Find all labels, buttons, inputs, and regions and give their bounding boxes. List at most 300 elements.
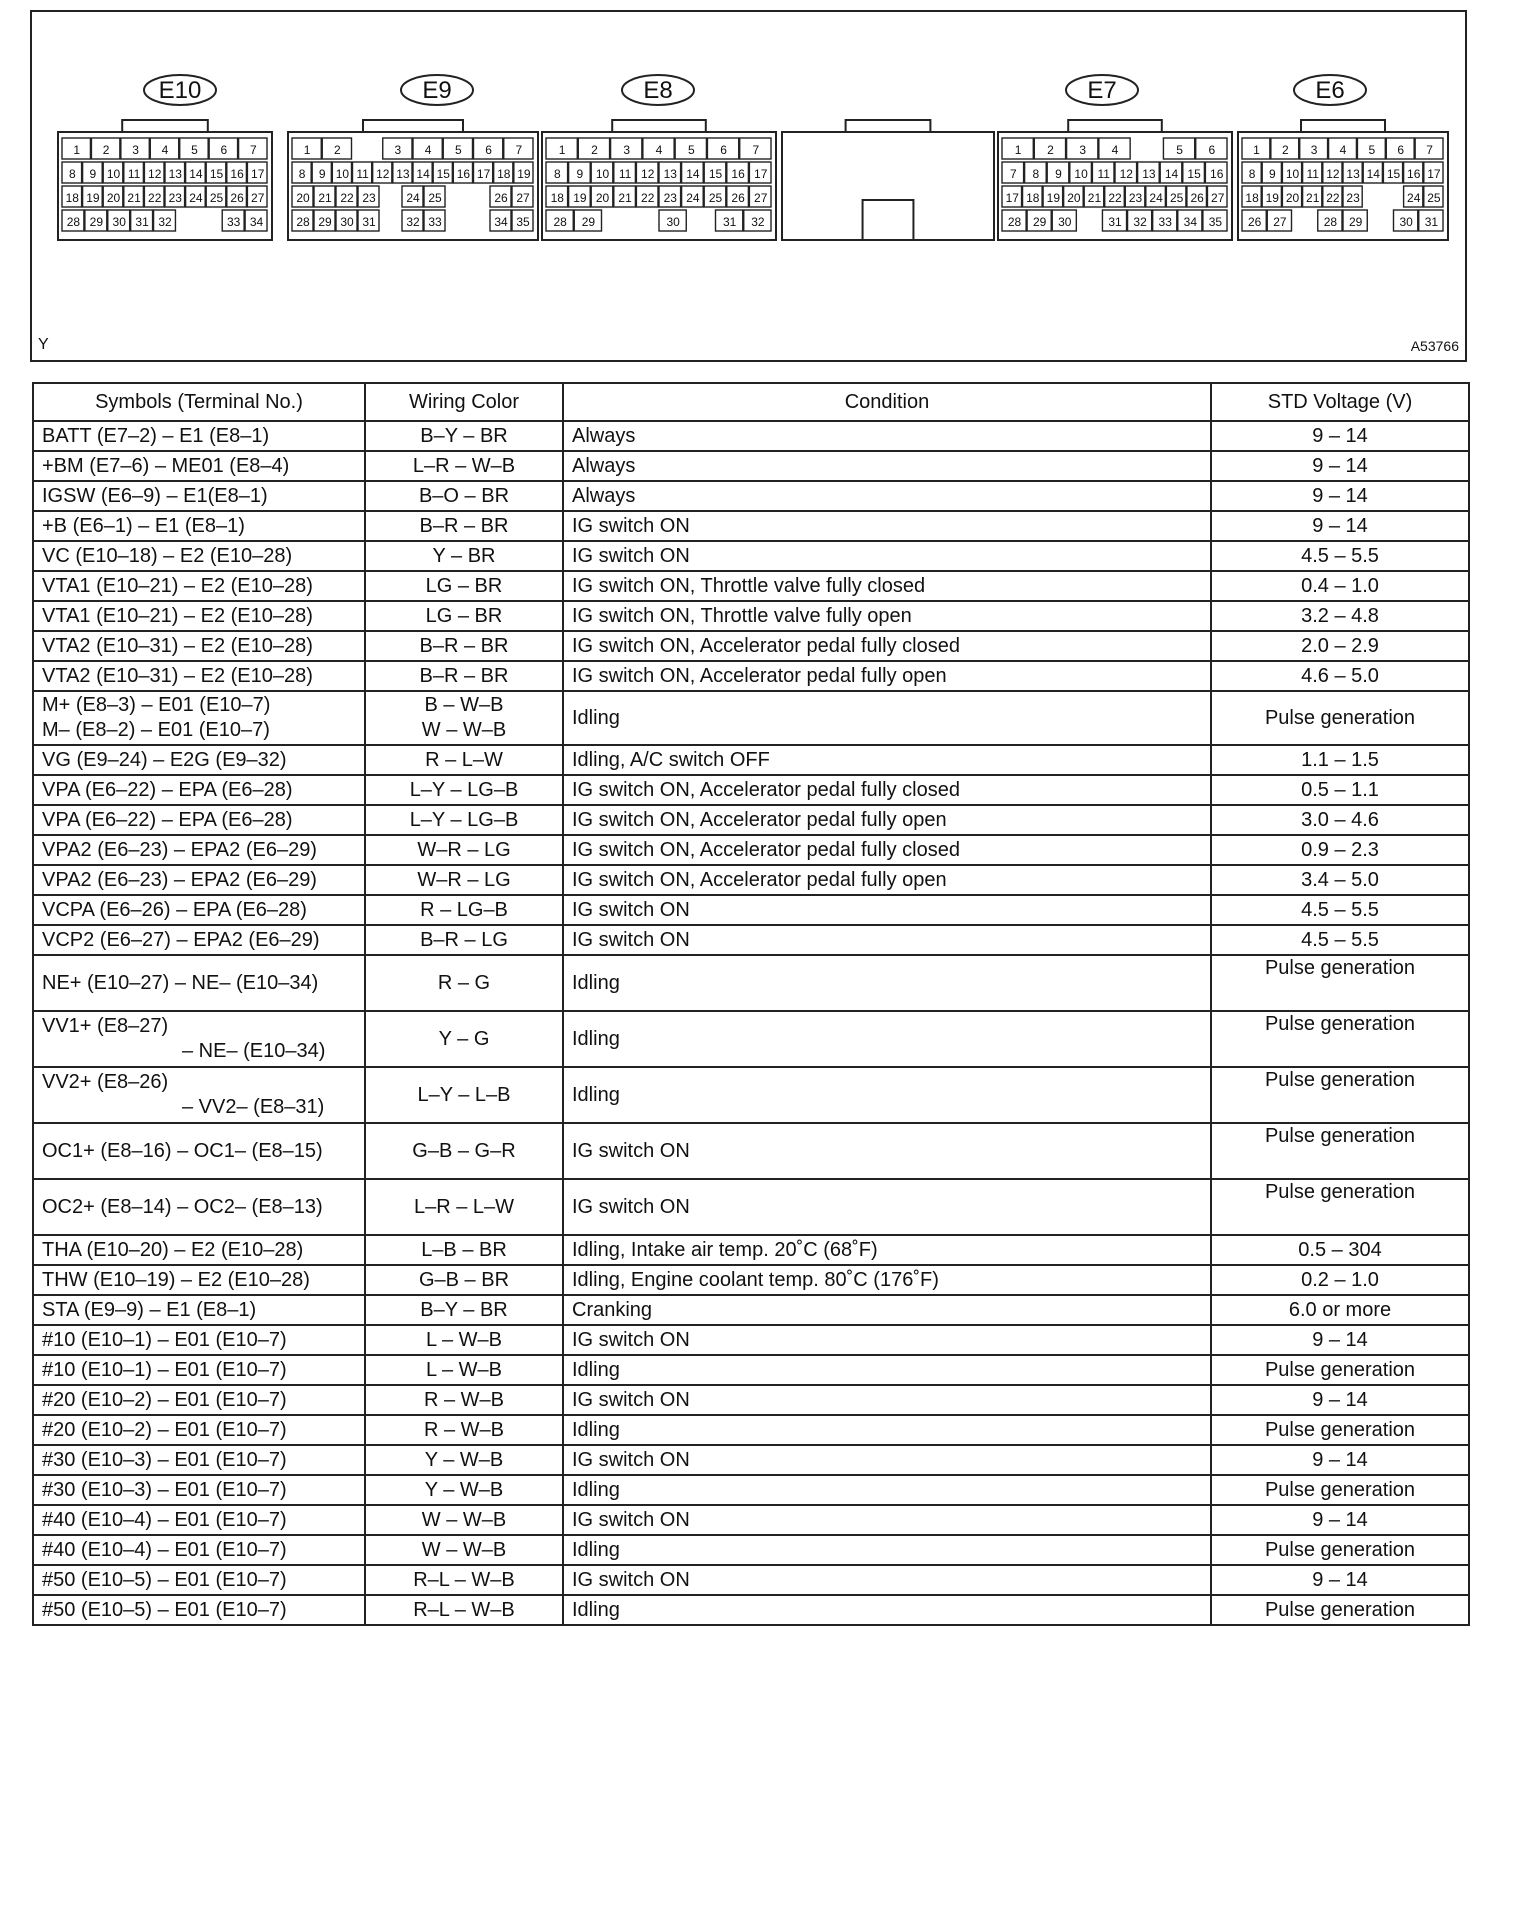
- cell-symbol: [33, 805, 365, 835]
- cell-wiring-color: [365, 955, 563, 1011]
- symbol-text: M– (E8–2) – E01 (E10–7): [42, 719, 270, 741]
- terminal-number: 35: [516, 215, 530, 229]
- table-row: [33, 1123, 1469, 1179]
- cell-wiring-color: [365, 775, 563, 805]
- terminal-number: 23: [663, 191, 677, 205]
- symbol-text: – VV2– (E8–31): [182, 1096, 325, 1118]
- cell-symbol: [33, 541, 365, 571]
- terminal-number: 29: [1348, 215, 1363, 229]
- cell-symbol: [33, 1475, 365, 1505]
- terminal-number: 9: [89, 167, 97, 181]
- cell-std-voltage: 9 – 14: [1211, 1325, 1469, 1355]
- cell-condition: Always: [563, 421, 1211, 451]
- symbol-text: VV2+ (E8–26): [42, 1071, 169, 1093]
- symbol-text: VPA (E6–22) – EPA (E6–28): [42, 808, 293, 831]
- terminal-number: 12: [148, 167, 162, 181]
- symbol-text: #10 (E10–1) – E01 (E10–7): [42, 1358, 287, 1381]
- wiring-color-text: L–R – L–W: [413, 1195, 515, 1218]
- terminal-number: 26: [1190, 191, 1204, 205]
- terminal-number: 6: [485, 143, 492, 157]
- connector-label: E9: [422, 77, 452, 104]
- cell-condition: IG switch ON: [563, 925, 1211, 955]
- terminal-number: 7: [752, 143, 760, 157]
- cell-condition: Idling, A/C switch OFF: [563, 745, 1211, 775]
- symbol-text: #20 (E10–2) – E01 (E10–7): [42, 1418, 287, 1441]
- connector-latch: [612, 120, 706, 132]
- connector-notch: [863, 200, 914, 240]
- terminal-number: 7: [1009, 167, 1017, 181]
- terminal-number: 22: [641, 191, 655, 205]
- cell-wiring-color: [365, 1415, 563, 1445]
- terminal-number: 13: [1346, 167, 1360, 181]
- cell-std-voltage: 4.5 – 5.5: [1211, 541, 1469, 571]
- wiring-color-text: B–R – BR: [419, 634, 509, 657]
- terminal-number: 16: [456, 167, 471, 181]
- terminal-number: 5: [1176, 143, 1183, 157]
- cell-wiring-color: [365, 1265, 563, 1295]
- cell-condition: IG switch ON, Throttle valve fully closed: [563, 571, 1211, 601]
- terminal-number: 16: [230, 167, 244, 181]
- wiring-color-text: Y – G: [438, 1027, 490, 1050]
- wiring-color-text: R – LG–B: [420, 898, 508, 921]
- table-row: [33, 1385, 1469, 1415]
- cell-condition: Idling: [563, 1535, 1211, 1565]
- terminal-number: 4: [161, 143, 169, 157]
- terminal-number: 4: [655, 143, 663, 157]
- table-row: [33, 601, 1469, 631]
- cell-std-voltage: 9 – 14: [1211, 1505, 1469, 1535]
- wiring-color-text: G–B – G–R: [412, 1139, 516, 1162]
- cell-std-voltage: 3.0 – 4.6: [1211, 805, 1469, 835]
- cell-condition: IG switch ON: [563, 1385, 1211, 1415]
- symbol-text: – NE– (E10–34): [182, 1040, 326, 1062]
- cell-symbol: [33, 1535, 365, 1565]
- cell-std-voltage: 9 – 14: [1211, 1385, 1469, 1415]
- terminal-number: 25: [428, 191, 442, 205]
- wiring-color-text: L–B – BR: [421, 1238, 507, 1261]
- terminal-number: 18: [550, 191, 564, 205]
- terminal-number: 27: [251, 191, 265, 205]
- terminal-number: 35: [1208, 215, 1223, 229]
- terminal-number: 24: [406, 191, 420, 205]
- cell-wiring-color: [365, 661, 563, 691]
- terminal-number: 10: [1285, 167, 1300, 181]
- symbol-text: #10 (E10–1) – E01 (E10–7): [42, 1328, 287, 1351]
- cell-symbol: [33, 1595, 365, 1625]
- terminal-number: 30: [1399, 215, 1413, 229]
- cell-symbol: [33, 1445, 365, 1475]
- table-row: [33, 541, 1469, 571]
- terminal-number: 13: [396, 167, 410, 181]
- terminal-number: 28: [1323, 215, 1338, 229]
- terminal-number: 17: [1005, 191, 1019, 205]
- symbol-text: OC1+ (E8–16) – OC1– (E8–15): [42, 1139, 323, 1162]
- wiring-color-text: Y – W–B: [424, 1448, 504, 1471]
- terminal-number: 31: [362, 215, 376, 229]
- terminal-number: 18: [1245, 191, 1259, 205]
- terminal-number: 14: [1366, 167, 1380, 181]
- symbol-text: VTA1 (E10–21) – E2 (E10–28): [42, 604, 313, 627]
- symbol-text: +BM (E7–6) – ME01 (E8–4): [42, 454, 290, 477]
- cell-condition: IG switch ON, Accelerator pedal fully open: [563, 805, 1211, 835]
- terminal-number: 21: [618, 191, 632, 205]
- terminal-number: 10: [106, 167, 121, 181]
- terminal-number: 8: [1248, 167, 1256, 181]
- terminal-number: 26: [494, 191, 508, 205]
- terminal-number: 27: [516, 191, 530, 205]
- table-row: [33, 835, 1469, 865]
- terminal-number: 30: [666, 215, 680, 229]
- symbol-text: #30 (E10–3) – E01 (E10–7): [42, 1448, 287, 1471]
- table-row: [33, 745, 1469, 775]
- cell-std-voltage: 9 – 14: [1211, 451, 1469, 481]
- cell-symbol: [33, 601, 365, 631]
- wiring-color-text: LG – BR: [425, 574, 503, 597]
- terminal-number: 28: [1007, 215, 1022, 229]
- cell-condition: Idling: [563, 1355, 1211, 1385]
- cell-condition: IG switch ON: [563, 1505, 1211, 1535]
- cell-std-voltage: 3.4 – 5.0: [1211, 865, 1469, 895]
- cell-condition: IG switch ON: [563, 511, 1211, 541]
- connector-latch: [122, 120, 208, 132]
- wiring-color-text: R – G: [437, 971, 491, 994]
- wiring-color-text: G–B – BR: [418, 1268, 510, 1291]
- symbol-text: VCP2 (E6–27) – EPA2 (E6–29): [42, 928, 320, 951]
- symbol-text: NE+ (E10–27) – NE– (E10–34): [42, 971, 319, 994]
- cell-symbol: [33, 1235, 365, 1265]
- cell-std-voltage: 9 – 14: [1211, 1565, 1469, 1595]
- symbol-text: VC (E10–18) – E2 (E10–28): [42, 544, 293, 567]
- wiring-color-text: W–R – LG: [417, 868, 511, 891]
- terminal-number: 13: [663, 167, 677, 181]
- terminal-number: 26: [230, 191, 244, 205]
- cell-symbol: [33, 1355, 365, 1385]
- cell-symbol: [33, 1265, 365, 1295]
- cell-wiring-color: [365, 745, 563, 775]
- terminal-number: 15: [708, 167, 723, 181]
- cell-symbol: [33, 1011, 365, 1067]
- cell-wiring-color: [365, 1565, 563, 1595]
- terminal-number: 31: [1108, 215, 1122, 229]
- symbol-text: STA (E9–9) – E1 (E8–1): [42, 1298, 257, 1321]
- table-body: [33, 421, 1469, 1625]
- terminal-number: 2: [591, 143, 598, 157]
- terminal-number: 27: [754, 191, 768, 205]
- cell-symbol: [33, 1295, 365, 1325]
- terminal-number: 2: [1047, 143, 1054, 157]
- wiring-color-text: L–Y – LG–B: [409, 778, 519, 801]
- terminal-number: 17: [754, 167, 768, 181]
- terminal-voltage-table: [32, 382, 1470, 1626]
- terminal-number: 23: [1346, 191, 1360, 205]
- symbol-text: BATT (E7–2) – E1 (E8–1): [42, 424, 270, 447]
- cell-condition: IG switch ON: [563, 895, 1211, 925]
- terminal-number: 30: [112, 215, 126, 229]
- cell-condition: Cranking: [563, 1295, 1211, 1325]
- terminal-number: 7: [249, 143, 257, 157]
- symbol-text: #50 (E10–5) – E01 (E10–7): [42, 1598, 287, 1621]
- terminal-number: 31: [722, 215, 737, 229]
- cell-condition: Always: [563, 451, 1211, 481]
- cell-std-voltage: 9 – 14: [1211, 1445, 1469, 1475]
- cell-wiring-color: [365, 1325, 563, 1355]
- terminal-number: 2: [334, 143, 341, 157]
- terminal-number: 16: [731, 167, 745, 181]
- corner-label: Y: [38, 336, 49, 353]
- header-symbols: Symbols (Terminal No.): [33, 383, 365, 421]
- terminal-number: 23: [1128, 191, 1143, 205]
- cell-wiring-color: [365, 1535, 563, 1565]
- wiring-color-text: L – W–B: [426, 1358, 502, 1381]
- terminal-number: 24: [189, 191, 203, 205]
- terminal-number: 27: [1211, 191, 1225, 205]
- terminal-number: 8: [68, 167, 76, 181]
- cell-symbol: [33, 745, 365, 775]
- table-header-row: [33, 383, 1469, 421]
- wiring-color-text: W – W–B: [421, 1538, 507, 1561]
- cell-condition: IG switch ON: [563, 541, 1211, 571]
- terminal-number: 28: [296, 215, 310, 229]
- terminal-number: 20: [1067, 191, 1081, 205]
- terminal-number: 11: [618, 167, 632, 181]
- terminal-number: 29: [318, 215, 332, 229]
- cell-wiring-color: [365, 481, 563, 511]
- terminal-number: 23: [168, 191, 182, 205]
- terminal-number: 6: [1208, 143, 1216, 157]
- cell-condition: IG switch ON, Accelerator pedal fully open: [563, 865, 1211, 895]
- terminal-number: 8: [1032, 167, 1040, 181]
- table-row: [33, 1505, 1469, 1535]
- wiring-color-text: R – L–W: [425, 748, 503, 771]
- terminal-number: 14: [416, 167, 430, 181]
- cell-wiring-color: [365, 865, 563, 895]
- terminal-number: 11: [1306, 167, 1319, 181]
- terminal-number: 1: [303, 143, 311, 157]
- terminal-number: 12: [641, 167, 655, 181]
- terminal-number: 12: [1119, 167, 1133, 181]
- symbol-text: VPA2 (E6–23) – EPA2 (E6–29): [42, 868, 317, 891]
- symbol-text: THW (E10–19) – E2 (E10–28): [42, 1268, 310, 1291]
- cell-std-voltage: Pulse generation: [1211, 1355, 1469, 1385]
- cell-std-voltage: Pulse generation: [1211, 1475, 1469, 1505]
- cell-wiring-color: [365, 1595, 563, 1625]
- cell-symbol: [33, 481, 365, 511]
- connector-label: E6: [1315, 77, 1345, 104]
- table-row: [33, 805, 1469, 835]
- table-row: [33, 1325, 1469, 1355]
- terminal-number: 16: [1407, 167, 1421, 181]
- table-row: [33, 1535, 1469, 1565]
- table-row: [33, 481, 1469, 511]
- cell-condition: Idling, Engine coolant temp. 80˚C (176˚F): [563, 1265, 1211, 1295]
- table-row: [33, 1265, 1469, 1295]
- cell-std-voltage: 0.9 – 2.3: [1211, 835, 1469, 865]
- symbol-text: #40 (E10–4) – E01 (E10–7): [42, 1538, 287, 1561]
- cell-symbol: [33, 421, 365, 451]
- cell-std-voltage: 4.5 – 5.5: [1211, 895, 1469, 925]
- terminal-number: 10: [335, 167, 350, 181]
- terminal-number: 4: [1111, 143, 1119, 157]
- cell-symbol: [33, 691, 365, 745]
- cell-wiring-color: [365, 1505, 563, 1535]
- cell-std-voltage: Pulse generation: [1211, 1123, 1469, 1179]
- cell-symbol: [33, 835, 365, 865]
- terminal-number: 18: [497, 167, 511, 181]
- terminal-number: 22: [1326, 191, 1340, 205]
- wiring-color-text: W–R – LG: [417, 838, 511, 861]
- cell-wiring-color: [365, 511, 563, 541]
- terminal-number: 29: [1032, 215, 1047, 229]
- terminal-number: 14: [686, 167, 700, 181]
- wiring-color-text: B–O – BR: [418, 484, 510, 507]
- cell-std-voltage: 9 – 14: [1211, 511, 1469, 541]
- terminal-number: 32: [406, 215, 420, 229]
- table-row: [33, 511, 1469, 541]
- terminal-number: 8: [298, 167, 306, 181]
- cell-condition: IG switch ON: [563, 1123, 1211, 1179]
- terminal-number: 22: [340, 191, 354, 205]
- terminal-number: 11: [356, 167, 369, 181]
- cell-std-voltage: Pulse generation: [1211, 1011, 1469, 1067]
- wiring-color-text: LG – BR: [425, 604, 503, 627]
- terminal-number: 13: [168, 167, 182, 181]
- terminal-number: 2: [1281, 143, 1289, 157]
- table-row: [33, 1415, 1469, 1445]
- cell-wiring-color: [365, 601, 563, 631]
- terminal-number: 16: [1210, 167, 1224, 181]
- cell-std-voltage: 9 – 14: [1211, 421, 1469, 451]
- terminal-number: 3: [623, 143, 631, 157]
- terminal-number: 20: [106, 191, 121, 205]
- table-row: [33, 1475, 1469, 1505]
- symbol-text: VCPA (E6–26) – EPA (E6–28): [42, 898, 307, 921]
- table-row: [33, 1445, 1469, 1475]
- symbol-text: #30 (E10–3) – E01 (E10–7): [42, 1478, 287, 1501]
- symbol-text: #20 (E10–2) – E01 (E10–7): [42, 1388, 287, 1411]
- symbol-text: VTA1 (E10–21) – E2 (E10–28): [42, 574, 313, 597]
- terminal-number: 25: [1169, 191, 1184, 205]
- wiring-color-text: R–L – W–B: [413, 1568, 515, 1591]
- cell-wiring-color: [365, 451, 563, 481]
- terminal-number: 3: [394, 143, 402, 157]
- cell-wiring-color: [365, 1475, 563, 1505]
- cell-std-voltage: Pulse generation: [1211, 1179, 1469, 1235]
- table-row: [33, 1355, 1469, 1385]
- terminal-number: 34: [494, 215, 508, 229]
- table-row: [33, 895, 1469, 925]
- terminal-number: 20: [1285, 191, 1300, 205]
- table-row: [33, 1011, 1469, 1067]
- terminal-number: 26: [1247, 215, 1262, 229]
- terminal-number: 7: [515, 143, 523, 157]
- terminal-number: 11: [1097, 167, 1110, 181]
- cell-condition: IG switch ON, Accelerator pedal fully open: [563, 661, 1211, 691]
- cell-condition: IG switch ON: [563, 1445, 1211, 1475]
- terminal-number: 26: [731, 191, 745, 205]
- cell-std-voltage: Pulse generation: [1211, 1415, 1469, 1445]
- terminal-number: 14: [1164, 167, 1179, 181]
- cell-std-voltage: 9 – 14: [1211, 481, 1469, 511]
- terminal-number: 6: [720, 143, 727, 157]
- cell-wiring-color: [365, 571, 563, 601]
- terminal-number: 17: [1427, 167, 1441, 181]
- symbol-text: M+ (E8–3) – E01 (E10–7): [42, 694, 271, 716]
- terminal-number: 17: [476, 167, 491, 181]
- table-row: [33, 1067, 1469, 1123]
- figure-id: A53766: [1410, 338, 1459, 354]
- cell-symbol: [33, 1325, 365, 1355]
- cell-condition: IG switch ON: [563, 1325, 1211, 1355]
- cell-std-voltage: 0.5 – 1.1: [1211, 775, 1469, 805]
- terminal-number: 4: [1339, 143, 1347, 157]
- terminal-number: 19: [1046, 191, 1061, 205]
- terminal-number: 13: [1142, 167, 1156, 181]
- terminal-number: 32: [1133, 215, 1147, 229]
- terminal-number: 1: [73, 143, 81, 157]
- wiring-color-text: Y – W–B: [424, 1478, 504, 1501]
- cell-symbol: [33, 775, 365, 805]
- table-row: [33, 421, 1469, 451]
- cell-std-voltage: 0.2 – 1.0: [1211, 1265, 1469, 1295]
- cell-wiring-color: [365, 1011, 563, 1067]
- symbol-text: +B (E6–1) – E1 (E8–1): [42, 514, 245, 537]
- terminal-number: 28: [66, 215, 81, 229]
- table-row: [33, 691, 1469, 745]
- terminal-number: 19: [1265, 191, 1279, 205]
- terminal-number: 25: [1427, 191, 1441, 205]
- terminal-number: 21: [127, 191, 141, 205]
- cell-std-voltage: 4.5 – 5.5: [1211, 925, 1469, 955]
- cell-condition: IG switch ON: [563, 1179, 1211, 1235]
- terminal-number: 9: [1055, 167, 1062, 181]
- connector-latch: [1301, 120, 1385, 132]
- connector-label: E8: [643, 77, 673, 104]
- terminal-number: 15: [209, 167, 224, 181]
- cell-wiring-color: [365, 421, 563, 451]
- terminal-number: 5: [687, 143, 695, 157]
- cell-symbol: [33, 955, 365, 1011]
- wiring-color-text: B–Y – BR: [420, 1298, 508, 1321]
- table-row: [33, 1235, 1469, 1265]
- terminal-number: 18: [1026, 191, 1040, 205]
- symbol-text: VG (E9–24) – E2G (E9–32): [42, 748, 287, 771]
- terminal-number: 1: [1253, 143, 1260, 157]
- table-row: [33, 955, 1469, 1011]
- cell-condition: IG switch ON: [563, 1565, 1211, 1595]
- terminal-number: 21: [318, 191, 332, 205]
- wiring-color-text: B – W–B: [424, 694, 504, 716]
- terminal-number: 11: [127, 167, 141, 181]
- table-row: [33, 1595, 1469, 1625]
- cell-std-voltage: Pulse generation: [1211, 1535, 1469, 1565]
- terminal-number: 2: [102, 143, 110, 157]
- cell-wiring-color: [365, 1295, 563, 1325]
- table-row: [33, 571, 1469, 601]
- cell-condition: Idling: [563, 1067, 1211, 1123]
- table-row: [33, 925, 1469, 955]
- terminal-number: 20: [296, 191, 310, 205]
- cell-condition: Idling: [563, 1011, 1211, 1067]
- terminal-number: 34: [1183, 215, 1198, 229]
- terminal-number: 28: [553, 215, 567, 229]
- cell-wiring-color: [365, 895, 563, 925]
- cell-wiring-color: [365, 1123, 563, 1179]
- terminal-number: 21: [1306, 191, 1320, 205]
- connector-label: E7: [1087, 77, 1117, 104]
- terminal-number: 10: [595, 167, 610, 181]
- terminal-number: 3: [1079, 143, 1087, 157]
- terminal-number: 21: [1087, 191, 1102, 205]
